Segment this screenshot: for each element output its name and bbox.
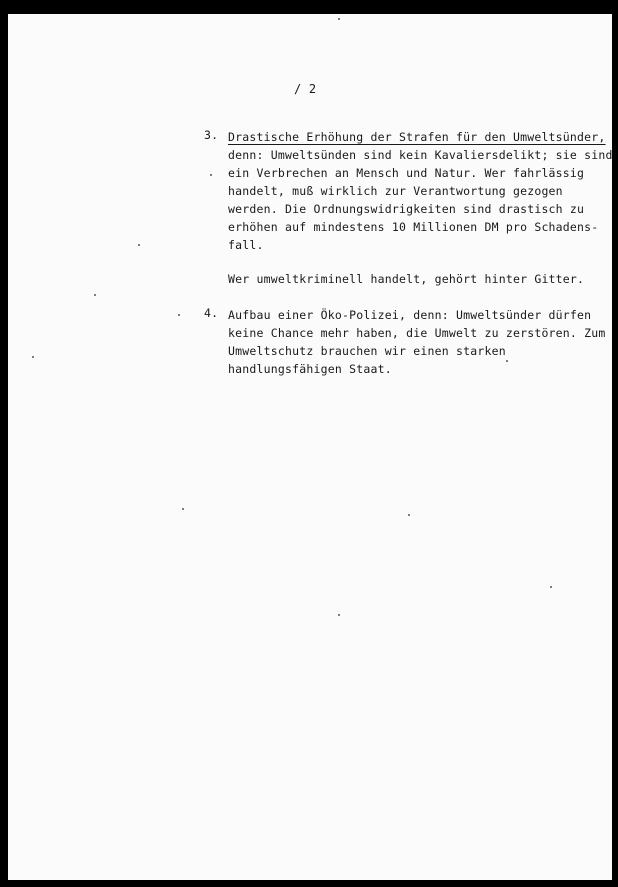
item-number: 4. xyxy=(204,306,219,320)
scan-speck xyxy=(506,360,508,362)
closing-sentence: Wer umweltkriminell handelt, gehört hinter Gitter. xyxy=(228,272,585,286)
item-line: Aufbau einer Öko-Polizei, denn: Umweltsünder dürfen xyxy=(228,308,592,322)
item-line: fall. xyxy=(228,238,264,252)
item-body xyxy=(228,128,613,254)
scan-speck xyxy=(550,586,552,588)
scan-speck xyxy=(94,294,96,296)
item-line: keine Chance mehr haben, die Umwelt zu zerstören. Zum xyxy=(228,326,606,340)
item-heading: Drastische Erhöhung der Strafen für den Umweltsünder, xyxy=(228,130,606,144)
scan-speck xyxy=(138,244,140,246)
item-line: handlungsfähigen Staat. xyxy=(228,362,392,376)
scan-speck xyxy=(178,314,180,316)
scan-speck xyxy=(338,18,340,20)
item-line: werden. Die Ordnungswidrigkeiten sind drastisch zu xyxy=(228,202,585,216)
item-line: handelt, muß wirklich zur Verantwortung gezogen xyxy=(228,184,563,198)
item-line: Umweltschutz brauchen wir einen starken xyxy=(228,344,506,358)
item-line: denn: Umweltsünden sind kein Kavaliersdelikt; sie sind xyxy=(228,148,613,162)
scan-speck xyxy=(182,508,184,510)
scan-speck xyxy=(210,174,212,176)
page-number: / 2 xyxy=(294,82,317,96)
document-page xyxy=(8,14,612,880)
scan-speck xyxy=(32,356,34,358)
item-number: 3. xyxy=(204,128,219,142)
scan-speck xyxy=(408,514,410,516)
item-line: erhöhen auf mindestens 10 Millionen DM pro Schadens- xyxy=(228,220,599,234)
scan-speck xyxy=(338,614,340,616)
item-body xyxy=(228,306,606,378)
item-line: ein Verbrechen an Mensch und Natur. Wer fahrlässig xyxy=(228,166,585,180)
